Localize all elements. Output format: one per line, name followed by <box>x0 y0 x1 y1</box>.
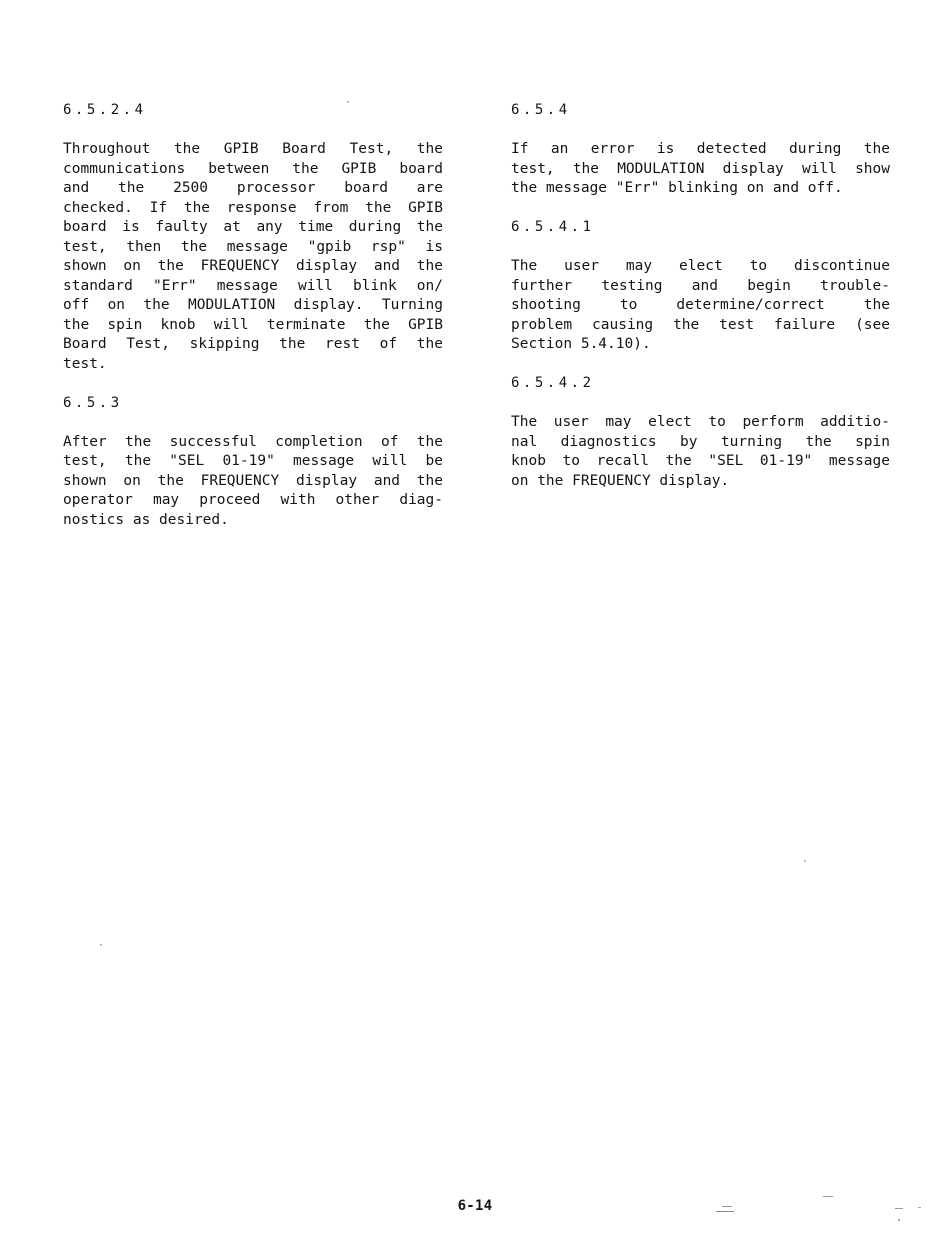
paragraph-line: knob to recall the "SEL 01-19" message <box>511 453 890 469</box>
paragraph-line: checked. If the response from the GPIB <box>63 199 443 216</box>
section-paragraph <box>511 140 890 199</box>
paragraph-line: shown on the FREQUENCY display and the <box>63 472 443 489</box>
paragraph-line: problem causing the test failure (see <box>511 316 890 333</box>
scan-speck <box>895 1208 903 1209</box>
section-number: 6.5.2.4 <box>63 102 147 118</box>
scan-speck <box>722 1206 732 1207</box>
scan-speck <box>918 1207 921 1208</box>
section-number: 6.5.4 <box>511 102 571 118</box>
paragraph-line: test, the MODULATION display will show <box>511 160 890 177</box>
scan-speck <box>823 1196 833 1197</box>
paragraph-line: test. <box>63 355 107 372</box>
paragraph-line: communications between the GPIB board <box>63 160 443 177</box>
paragraph-line: on the FREQUENCY display. <box>511 472 730 489</box>
paragraph-line: nal diagnostics by turning the spin <box>511 433 890 450</box>
section-number: 6.5.3 <box>63 394 123 411</box>
paragraph-line: standard "Err" message will blink on/ <box>63 277 443 294</box>
section-6-5-3 <box>63 394 443 531</box>
paragraph-line: The user may elect to perform additio- <box>511 414 890 430</box>
section-paragraph <box>511 257 890 355</box>
paragraph-line: off on the MODULATION display. Turning <box>63 297 443 313</box>
paragraph-line: Throughout the GPIB Board Test, the <box>63 141 443 157</box>
paragraph-line: After the successful completion of the <box>63 433 443 450</box>
paragraph-line: The user may elect to discontinue <box>511 258 890 274</box>
paragraph-line: Board Test, skipping the rest of the <box>63 336 443 352</box>
paragraph-line: If an error is detected during the <box>511 141 890 157</box>
scan-speck <box>804 860 806 862</box>
paragraph-line: the spin knob will terminate the GPIB <box>63 316 443 333</box>
page-number: 6-14 <box>457 1198 493 1214</box>
section-paragraph <box>63 140 443 374</box>
paragraph-line: operator may proceed with other diag- <box>63 492 443 508</box>
paragraph-line: test, the "SEL 01-19" message will be <box>63 453 443 469</box>
section-paragraph <box>63 433 443 531</box>
section-6-5-2-4 <box>63 101 443 374</box>
paragraph-line: further testing and begin trouble- <box>511 277 890 294</box>
right-column <box>511 101 890 491</box>
section-number: 6.5.4.2 <box>511 375 595 391</box>
paragraph-line: Section 5.4.10). <box>511 336 651 352</box>
paragraph-line: shooting to determine/correct the <box>511 297 890 313</box>
section-paragraph <box>511 413 890 491</box>
paragraph-line: the message "Err" blinking on and off. <box>511 180 843 196</box>
section-6-5-4-2 <box>511 374 890 491</box>
section-6-5-4-1 <box>511 218 890 355</box>
scan-speck <box>898 1219 900 1221</box>
paragraph-line: board is faulty at any time during the <box>63 219 443 235</box>
scan-speck <box>100 944 102 946</box>
left-column <box>63 101 443 530</box>
paragraph-line: nostics as desired. <box>63 511 229 528</box>
scan-speck <box>347 101 349 103</box>
paragraph-line: and the 2500 processor board are <box>63 180 443 196</box>
paragraph-line: test, then the message "gpib rsp" is <box>63 238 443 255</box>
paragraph-line: shown on the FREQUENCY display and the <box>63 258 443 274</box>
scan-speck <box>716 1211 734 1212</box>
section-6-5-4 <box>511 101 890 199</box>
section-number: 6.5.4.1 <box>511 219 595 235</box>
